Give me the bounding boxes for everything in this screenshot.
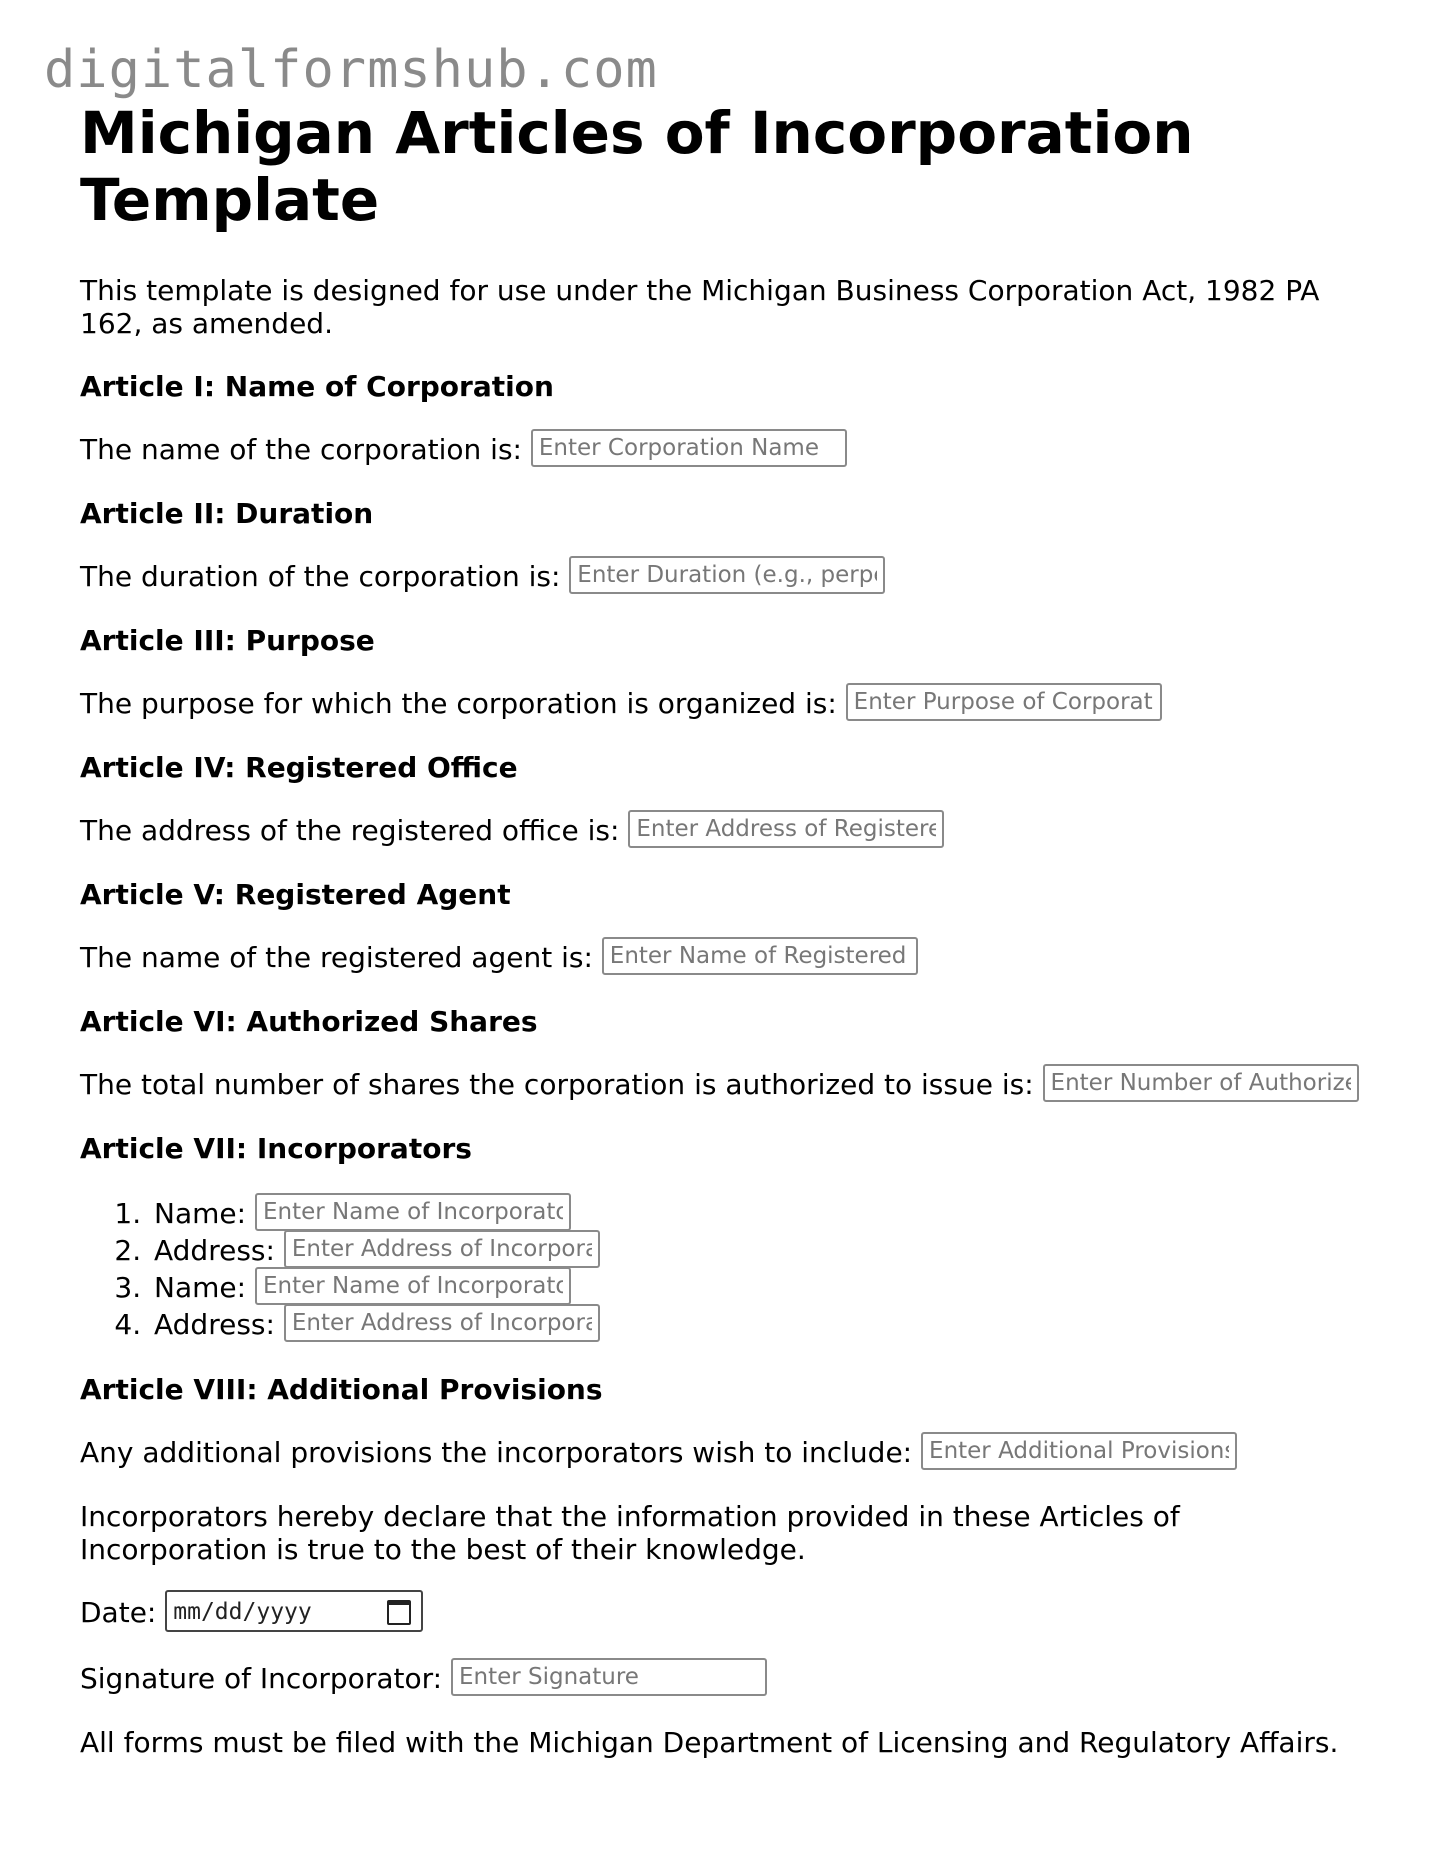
article-2-row <box>80 560 1370 594</box>
corporation-name-input[interactable] <box>531 429 847 467</box>
declaration-text: Incorporators hereby declare that the information provided in these Articles of Incorporation is true to the best of their knowledge. <box>80 1500 1180 1566</box>
watermark: digitalformshub.com <box>44 40 658 100</box>
list-item <box>150 1195 1370 1232</box>
article-1-heading: Article I: Name of Corporation <box>80 370 554 403</box>
article-3-label: The purpose for which the corporation is organized is: <box>80 687 837 720</box>
duration-input[interactable] <box>569 556 885 594</box>
article-7-heading: Article VII: Incorporators <box>80 1132 472 1165</box>
article-6-label: The total number of shares the corporation is authorized to issue is: <box>80 1068 1034 1101</box>
article-6-heading: Article VI: Authorized Shares <box>80 1005 538 1038</box>
date-placeholder: mm/dd/yyyy <box>173 1599 312 1625</box>
intro-text: This template is designed for use under the Michigan Business Corporation Act, 1982 PA 162, as amended. <box>80 274 1320 340</box>
article-3-row <box>80 687 1370 721</box>
list-item <box>150 1269 1370 1306</box>
incorporator-1-name-label: Name: <box>154 1197 247 1230</box>
date-row <box>80 1596 1370 1632</box>
article-8-label: Any additional provisions the incorporators wish to include: <box>80 1436 913 1469</box>
article-1-label: The name of the corporation is: <box>80 433 522 466</box>
incorporator-1-address-label: Address: <box>154 1234 275 1267</box>
signature-row <box>80 1662 1370 1696</box>
purpose-input[interactable] <box>846 683 1162 721</box>
signature-input[interactable] <box>451 1658 767 1696</box>
incorporator-1-name-input[interactable] <box>255 1193 571 1231</box>
article-4-row <box>80 814 1370 848</box>
article-2-heading: Article II: Duration <box>80 497 374 530</box>
incorporator-2-name-label: Name: <box>154 1271 247 1304</box>
authorized-shares-input[interactable] <box>1043 1064 1359 1102</box>
incorporators-list <box>80 1195 1370 1343</box>
date-input[interactable] <box>165 1590 423 1632</box>
incorporator-2-address-input[interactable] <box>284 1304 600 1342</box>
footer-note: All forms must be filed with the Michigan Department of Licensing and Regulatory Affairs. <box>80 1726 1339 1759</box>
article-2-label: The duration of the corporation is: <box>80 560 561 593</box>
incorporator-2-name-input[interactable] <box>255 1267 571 1305</box>
article-6-row <box>80 1068 1370 1102</box>
article-5-label: The name of the registered agent is: <box>80 941 593 974</box>
date-label: Date: <box>80 1596 157 1629</box>
registered-agent-input[interactable] <box>602 937 918 975</box>
article-8-row <box>80 1436 1370 1470</box>
article-4-label: The address of the registered office is: <box>80 814 620 847</box>
signature-label: Signature of Incorporator: <box>80 1662 443 1695</box>
incorporator-1-address-input[interactable] <box>284 1230 600 1268</box>
incorporator-2-address-label: Address: <box>154 1308 275 1341</box>
article-3-heading: Article III: Purpose <box>80 624 375 657</box>
article-4-heading: Article IV: Registered Office <box>80 751 518 784</box>
page-title: Michigan Articles of Incorporation Template <box>80 99 1194 234</box>
additional-provisions-input[interactable] <box>921 1432 1237 1470</box>
article-5-heading: Article V: Registered Agent <box>80 878 511 911</box>
article-1-row <box>80 433 1370 467</box>
calendar-icon[interactable] <box>387 1600 411 1625</box>
registered-office-input[interactable] <box>628 810 944 848</box>
form-document <box>80 100 1370 1789</box>
article-5-row <box>80 941 1370 975</box>
list-item <box>150 1306 1370 1343</box>
article-8-heading: Article VIII: Additional Provisions <box>80 1373 603 1406</box>
list-item <box>150 1232 1370 1269</box>
